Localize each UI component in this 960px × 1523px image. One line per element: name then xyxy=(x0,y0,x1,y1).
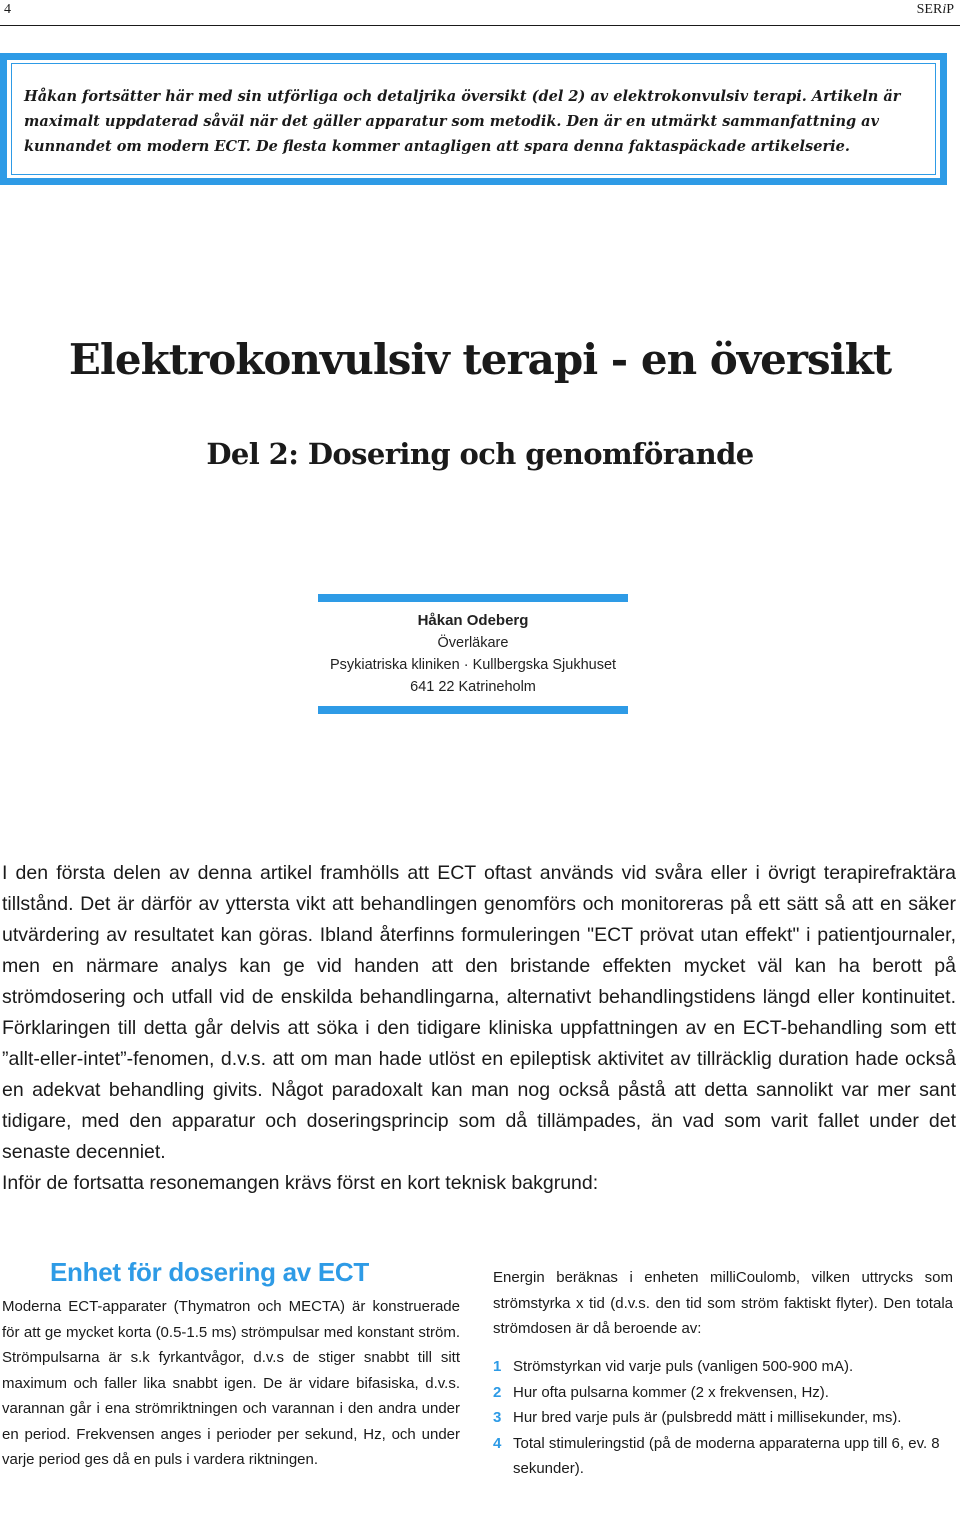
list-item-text: Hur ofta pulsarna kommer (2 x frekvensen, Hz). xyxy=(513,1383,829,1401)
list-item xyxy=(493,1405,953,1431)
author-address: 641 22 Katrineholm xyxy=(410,679,536,695)
list-item-text: Strömstyrkan vid varje puls (vanligen 500-900 mA). xyxy=(513,1358,854,1375)
dose-factor-list xyxy=(493,1354,953,1482)
intro-text: Håkan fortsätter här med sin utförliga och detaljrika översikt (del 2) av elektrokonvulsiv terapi. Artikeln är maximalt uppdaterad såväl när det gäller apparatur som metodik. Den är en utmärkt sammanfattning av kunnandet om modern ECT. De flesta kommer antagligen att spara denna faktaspäckade artikelserie. xyxy=(24,88,901,155)
journal-name-italic: i xyxy=(942,2,947,17)
body-text xyxy=(2,858,956,1199)
author-divider-bottom xyxy=(318,706,628,714)
section-left-column: Moderna ECT-apparater (Thymatron och MECTA) är konstruerade för att ge mycket korta (0.5-1.5 ms) strömpulsar med konstant ström. Strömpulsarna är s.k fyrkantvågor, d.v.s de stiger snabbt till sitt maximum och faller lika snabbt igen. De är vidare bifasiska, d.v.s. varannan går i ena strömriktningen och varannan i den andra under en period. Frekvensen anges i perioder per sekund, Hz, och under varje period ges då en puls i vardera riktningen. xyxy=(2,1298,460,1468)
list-item-number: 2 xyxy=(493,1383,502,1401)
author-affiliation: Psykiatriska kliniken · Kullbergska Sjukhuset xyxy=(329,657,617,673)
article-title: Elektrokonvulsiv terapi - en översikt xyxy=(68,335,892,384)
list-item xyxy=(493,1354,953,1380)
journal-name-prefix: SER xyxy=(916,2,943,17)
list-item xyxy=(493,1380,953,1406)
section-heading: Enhet för dosering av ECT xyxy=(50,1257,369,1287)
section-right-intro: Energin beräknas i enheten milliCoulomb, vilken uttrycks som strömstyrka x tid (d.v.s. den tid som ström faktiskt flyter). Den totala strömdosen är då beroende av: xyxy=(493,1269,953,1337)
list-item-text: Total stimuleringstid (på de moderna apparaterna upp till 6, ev. 8 sekunder). xyxy=(513,1434,940,1477)
journal-name-suffix: P xyxy=(946,2,954,17)
list-item-number: 3 xyxy=(493,1409,502,1426)
author-name: Håkan Odeberg xyxy=(417,612,529,629)
list-item xyxy=(493,1431,953,1482)
article-subtitle: Del 2: Dosering och genomförande xyxy=(206,437,754,471)
journal-name xyxy=(917,2,954,18)
author-divider-top xyxy=(318,594,628,602)
list-item-number: 1 xyxy=(493,1358,502,1375)
author-block xyxy=(318,610,628,698)
page-number: 4 xyxy=(4,2,11,17)
body-closing-line: Inför de fortsatta resonemangen krävs först en kort teknisk bakgrund: xyxy=(2,1172,599,1194)
list-item-text: Hur bred varje puls är (pulsbredd mätt i millisekunder, ms). xyxy=(513,1409,902,1426)
list-item-number: 4 xyxy=(493,1434,502,1452)
author-role: Överläkare xyxy=(437,635,509,651)
body-paragraph: I den första delen av denna artikel framhölls att ECT oftast används vid svåra eller i övrigt terapirefraktära tillstånd. Det är därför av yttersta vikt att behandlingen genomförs och monitoreras på ett sätt så att en säker utvärdering av resultatet kan göras. Ibland återfinns formuleringen "ECT prövat utan effekt" i patientjournaler, men en närmare analys kan ge vid handen att den bristande effekten mycket väl kan ha berott på strömdosering och utfall vid de enskilda behandlingarna, alternativt behandlingstidens längd eller kontinuitet. Förklaringen till detta går delvis att söka i den tidigare kliniska uppfattningen av en ECT-behandling som ett ”allt-eller-intet”-fenomen, d.v.s. att om man hade utlöst en epileptisk aktivitet av tillräcklig duration hade också en adekvat behandling givits. Något paradoxalt kan man nog också påstå att detta sannolikt var mer sant tidigare, med den apparatur och doseringsprincip som då tillämpades, än vad som varit fallet under det senaste decenniet. xyxy=(2,862,956,1163)
header-rule xyxy=(0,25,960,26)
